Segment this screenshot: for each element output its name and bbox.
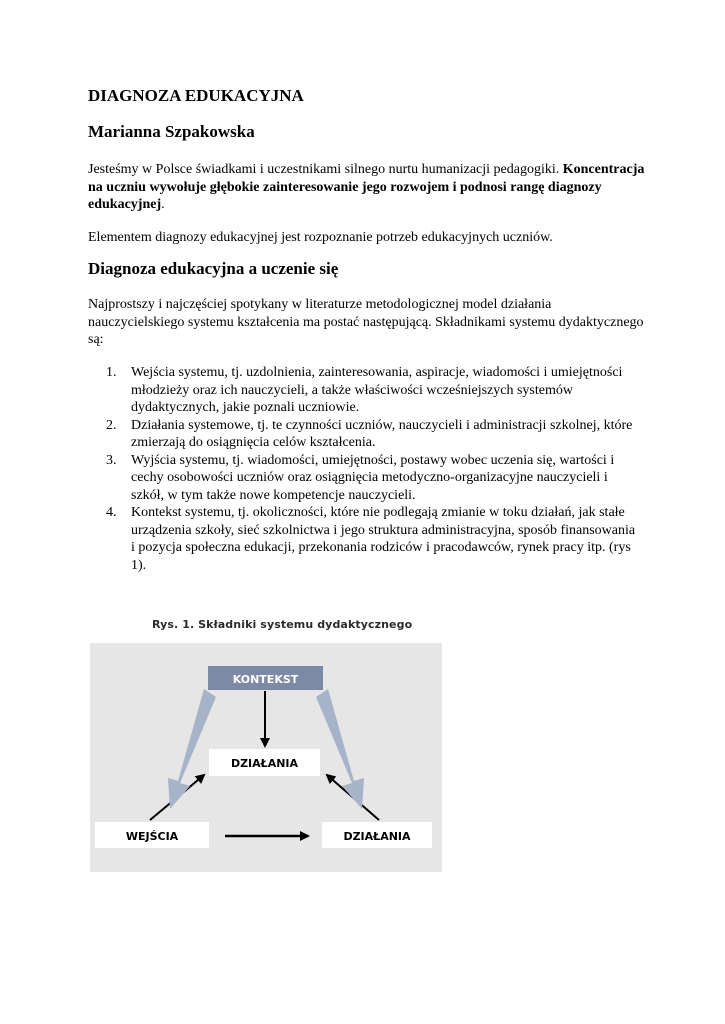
dzialania-right-label: DZIAŁANIA [343, 830, 411, 843]
document-title: DIAGNOZA EDUKACYJNA [88, 86, 304, 105]
system-diagram [90, 643, 442, 872]
author-name: Marianna Szpakowska [88, 122, 255, 141]
list-number: 1. [106, 365, 117, 380]
section-heading: Diagnoza edukacyjna a uczenie się [88, 259, 339, 278]
list-item [88, 452, 640, 505]
list-text: Wejścia systemu, tj. uzdolnienia, zainteresowania, aspiracje, wiadomości i umiejętności młodzieży oraz ich nauczycieli, a także właściwości wcześniejszych systemów dydaktycznych, jakie poznali uczniowie. [131, 365, 623, 415]
list-text: Wyjścia systemu, tj. wiadomości, umiejętności, postawy wobec uczenia się, wartości i cechy osobowości uczniów oraz osiągnięcia metodyczno-organizacyjne nauczycieli i szkół, w tym także nowe kompetencje nauczycieli. [131, 452, 615, 503]
list-item [88, 417, 640, 452]
kontekst-label: KONTEKST [232, 673, 299, 686]
list-text: Kontekst systemu, tj. okoliczności, które nie podlegają zmianie w toku działań, jak stałe urządzenia szkoły, sieć szkolnictwa i jego struktura administracyjna, sposób finansowania i pozycja społeczna edukacji, przekonania rodziców i pracodawców, rynek pracy itp. (rys 1). [131, 505, 636, 573]
paragraph-3: Najprostszy i najczęściej spotykany w literaturze metodologicznej model działania nauczycielskiego systemu kształcenia ma postać następującą. Składnikami systemu dydaktycznego są: [88, 297, 644, 347]
wejscia-label: WEJŚCIA [125, 830, 179, 843]
list-number: 2. [106, 417, 117, 433]
list-item [88, 364, 640, 417]
paragraph-2: Elementem diagnozy edukacyjnej jest rozpoznanie potrzeb edukacyjnych uczniów. [88, 230, 553, 245]
figure-1 [90, 612, 442, 872]
list-text: Działania systemowe, tj. te czynności uczniów, nauczycieli i administracji szkolnej, które zmierzają do osiągnięcia celów kształcenia. [131, 417, 633, 450]
intro-bold-text: Koncentracja na uczniu wywołuje głębokie zainteresowanie jego rozwojem i podnosi rangę diagnozy edukacyjnej [88, 162, 645, 212]
intro-end: . [161, 197, 165, 212]
components-list [88, 364, 640, 574]
intro-text: Jesteśmy w Polsce świadkami i uczestnikami silnego nurtu humanizacji pedagogiki. [88, 162, 560, 177]
intro-paragraph [88, 161, 648, 214]
list-number: 3. [106, 452, 117, 468]
dzialania-middle-label: DZIAŁANIA [230, 757, 299, 770]
list-item [88, 504, 640, 574]
list-number: 4. [106, 505, 117, 520]
figure-caption: Rys. 1. Składniki systemu dydaktycznego [152, 618, 413, 631]
